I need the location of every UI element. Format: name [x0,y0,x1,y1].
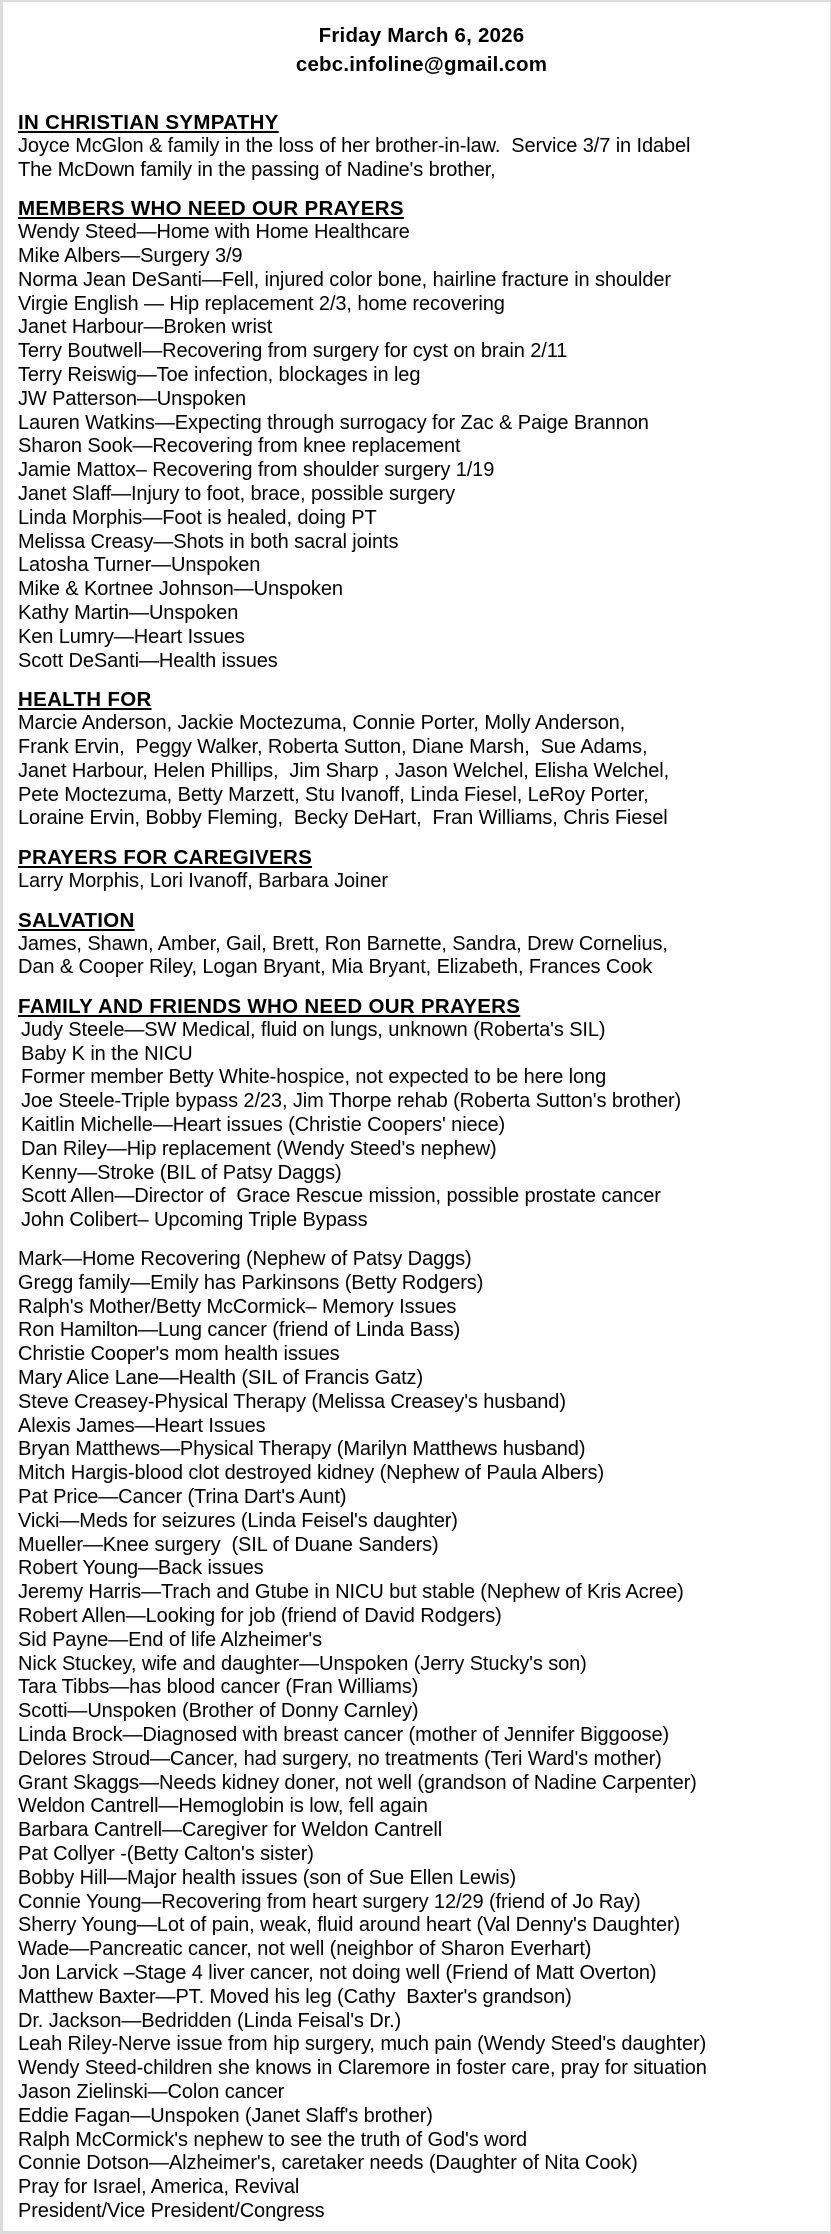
prayer-line: Connie Dotson—Alzheimer's, caretaker needs (Daughter of Nita Cook) [18,2152,638,2175]
page-header [18,21,825,79]
prayer-line: Robert Young—Back issues [18,1557,264,1580]
prayer-line: Joe Steele-Triple bypass 2/23, Jim Thorpe rehab (Roberta Sutton's brother) [21,1090,682,1113]
prayer-line: Sid Payne—End of life Alzheimer's [18,1628,323,1651]
prayer-line: JW Patterson—Unspoken [18,387,246,410]
prayer-line: Janet Harbour, Helen Phillips, Jim Sharp , Jason Welchel, Elisha Welchel, [18,759,670,782]
prayer-line: Dan Riley—Hip replacement (Wendy Steed's nephew) [21,1137,497,1160]
prayer-line: Mark—Home Recovering (Nephew of Patsy Daggs) [18,1248,472,1271]
prayer-line: Marcie Anderson, Jackie Moctezuma, Connie Porter, Molly Anderson, [18,712,626,735]
prayer-line: Mike & Kortnee Johnson—Unspoken [18,578,343,601]
prayer-line: Ralph's Mother/Betty McCormick– Memory Issues [18,1295,457,1318]
prayer-line: Pat Price—Cancer (Trina Dart's Aunt) [18,1486,347,1509]
prayer-line: Scott Allen—Director of Grace Rescue mission, possible prostate cancer [21,1185,661,1208]
prayer-line: Virgie English — Hip replacement 2/3, home recovering [18,292,505,315]
prayer-block [18,712,825,831]
prayer-line: Pete Moctezuma, Betty Marzett, Stu Ivanoff, Linda Fiesel, LeRoy Porter, [18,783,649,806]
prayer-line: Ken Lumry—Heart Issues [18,625,245,648]
prayer-block [18,135,825,183]
prayer-line: Judy Steele—SW Medical, fluid on lungs, unknown (Roberta's SIL) [21,1018,606,1041]
prayer-line: Grant Skaggs—Needs kidney doner, not well (grandson of Nadine Carpenter) [18,1771,697,1794]
prayer-line: Terry Boutwell—Recovering from surgery for cyst on brain 2/11 [18,340,568,363]
prayer-line: Scotti—Unspoken (Brother of Donny Carnley) [18,1700,419,1723]
prayer-line: Connie Young—Recovering from heart surgery 12/29 (friend of Jo Ray) [18,1890,641,1913]
prayer-line: Robert Allen—Looking for job (friend of David Rodgers) [18,1605,502,1628]
sections-container [18,111,825,2224]
prayer-line: Pat Collyer -(Betty Calton's sister) [18,1842,314,1865]
prayer-line: Janet Harbour—Broken wrist [18,316,273,339]
prayer-line: Scott DeSanti—Health issues [18,649,278,672]
prayer-line: Matthew Baxter—PT. Moved his leg (Cathy Baxter's grandson) [18,1985,572,2008]
prayer-block [18,1019,825,1233]
section-blocks [18,712,825,831]
prayer-line: Terry Reiswig—Toe infection, blockages in leg [18,363,421,386]
prayer-line: Ralph McCormick's nephew to see the truth of God's word [18,2128,528,2151]
prayer-line: Larry Morphis, Lori Ivanoff, Barbara Joiner [18,869,388,892]
prayer-line: Norma Jean DeSanti—Fell, injured color bone, hairline fracture in shoulder [18,268,671,291]
prayer-line: Sharon Sook—Recovering from knee replacement [18,435,461,458]
prayer-line: Leah Riley-Nerve issue from hip surgery, much pain (Wendy Steed's daughter) [18,2033,707,2056]
prayer-line: Sherry Young—Lot of pain, weak, fluid around heart (Val Denny's Daughter) [18,1914,681,1937]
prayer-line: Janet Slaff—Injury to foot, brace, possible surgery [18,482,455,505]
section-blocks [18,1019,825,2224]
prayer-section [18,846,825,894]
prayer-section [18,909,825,980]
prayer-line: Bryan Matthews—Physical Therapy (Marilyn Matthews husband) [18,1438,586,1461]
prayer-line: Eddie Fagan—Unspoken (Janet Slaff's brother) [18,2104,433,2127]
prayer-line: Vicki—Meds for seizures (Linda Feisel's daughter) [18,1509,458,1532]
prayer-line: Wade—Pancreatic cancer, not well (neighbor of Sharon Everhart) [18,1938,592,1961]
prayer-line: James, Shawn, Amber, Gail, Brett, Ron Barnette, Sandra, Drew Cornelius, [18,932,668,955]
prayer-line: Barbara Cantrell—Caregiver for Weldon Cantrell [18,1819,443,1842]
prayer-line: President/Vice President/Congress [18,2199,325,2222]
prayer-line: The McDown family in the passing of Nadine's brother, [18,158,496,181]
prayer-line: Kenny—Stroke (BIL of Patsy Daggs) [21,1161,342,1184]
prayer-line: Steve Creasey-Physical Therapy (Melissa Creasey's husband) [18,1390,566,1413]
prayer-line: Kathy Martin—Unspoken [18,601,239,624]
section-blocks [18,870,825,894]
section-heading: PRAYERS FOR CAREGIVERS [18,846,313,870]
prayer-line: Mary Alice Lane—Health (SIL of Francis Gatz) [18,1367,424,1390]
prayer-line: Kaitlin Michelle—Heart issues (Christie Coopers' niece) [21,1114,506,1137]
prayer-line: Loraine Ervin, Bobby Fleming, Becky DeHart, Fran Williams, Chris Fiesel [18,807,668,830]
prayer-section [18,995,825,2224]
prayer-line: Weldon Cantrell—Hemoglobin is low, fell again [18,1795,428,1818]
prayer-line: Jeremy Harris—Trach and Gtube in NICU but stable (Nephew of Kris Acree) [18,1581,684,1604]
prayer-line: Alexis James—Heart Issues [18,1414,266,1437]
prayer-block [18,870,825,894]
prayer-line: Wendy Steed—Home with Home Healthcare [18,221,410,244]
prayer-section [18,111,825,182]
prayer-line: Dr. Jackson—Bedridden (Linda Feisal's Dr.) [18,2009,402,2032]
prayer-section [18,197,825,673]
section-heading: IN CHRISTIAN SYMPATHY [18,111,279,134]
prayer-line: Mitch Hargis-blood clot destroyed kidney (Nephew of Paula Albers) [18,1462,605,1485]
prayer-line: Melissa Creasy—Shots in both sacral joints [18,530,399,553]
prayer-block [18,1248,825,2224]
prayer-line: Baby K in the NICU [21,1042,193,1065]
prayer-line: Former member Betty White-hospice, not expected to be here long [21,1066,607,1089]
prayer-line: Pray for Israel, America, Revival [18,2176,300,2199]
section-heading: MEMBERS WHO NEED OUR PRAYERS [18,197,404,221]
prayer-line: Joyce McGlon & family in the loss of her brother-in-law. Service 3/7 in Idabel [18,134,691,157]
prayer-line: Linda Brock—Diagnosed with breast cancer (mother of Jennifer Biggoose) [18,1724,670,1746]
prayer-line: Lauren Watkins—Expecting through surrogacy for Zac & Paige Brannon [18,411,649,434]
prayer-line: Christie Cooper's mom health issues [18,1343,340,1366]
prayer-line: Mueller—Knee surgery (SIL of Duane Sanders) [18,1533,439,1556]
prayer-line: Bobby Hill—Major health issues (son of Sue Ellen Lewis) [18,1866,517,1889]
prayer-line: Frank Ervin, Peggy Walker, Roberta Sutton, Diane Marsh, Sue Adams, [18,735,648,758]
prayer-line: Linda Morphis—Foot is healed, doing PT [18,506,377,529]
prayer-line: Mike Albers—Surgery 3/9 [18,244,243,267]
prayer-line: Wendy Steed-children she knows in Claremore in foster care, pray for situation [18,2057,707,2080]
prayer-line: Dan & Cooper Riley, Logan Bryant, Mia Bryant, Elizabeth, Frances Cook [18,956,653,979]
section-blocks [18,135,825,183]
prayer-line: Ron Hamilton—Lung cancer (friend of Linda Bass) [18,1319,461,1342]
section-heading: SALVATION [18,908,135,932]
date-title: Friday March 6, 2026 [318,24,525,47]
prayer-line: John Colibert– Upcoming Triple Bypass [21,1209,368,1232]
prayer-line: Gregg family—Emily has Parkinsons (Betty Rodgers) [18,1271,484,1294]
section-heading: FAMILY AND FRIENDS WHO NEED OUR PRAYERS [18,995,521,1019]
section-blocks [18,221,825,673]
section-heading: HEALTH FOR [18,688,152,712]
prayer-line: Tara Tibbs—has blood cancer (Fran Williams) [18,1676,419,1699]
section-blocks [18,933,825,981]
prayer-block [18,221,825,673]
prayer-line: Latosha Turner—Unspoken [18,554,261,577]
prayer-section [18,688,825,831]
prayer-block [18,933,825,981]
prayer-line: Nick Stuckey, wife and daughter—Unspoken (Jerry Stucky's son) [18,1652,587,1675]
prayer-line: Jon Larvick –Stage 4 liver cancer, not doing well (Friend of Matt Overton) [18,1961,657,1984]
prayer-line: Jason Zielinski—Colon cancer [18,2080,285,2103]
prayer-line: Delores Stroud—Cancer, had surgery, no treatments (Teri Ward's mother) [18,1747,662,1770]
email-address: cebc.infoline@gmail.com [295,53,548,76]
prayer-line: Jamie Mattox– Recovering from shoulder surgery 1/19 [18,459,495,482]
